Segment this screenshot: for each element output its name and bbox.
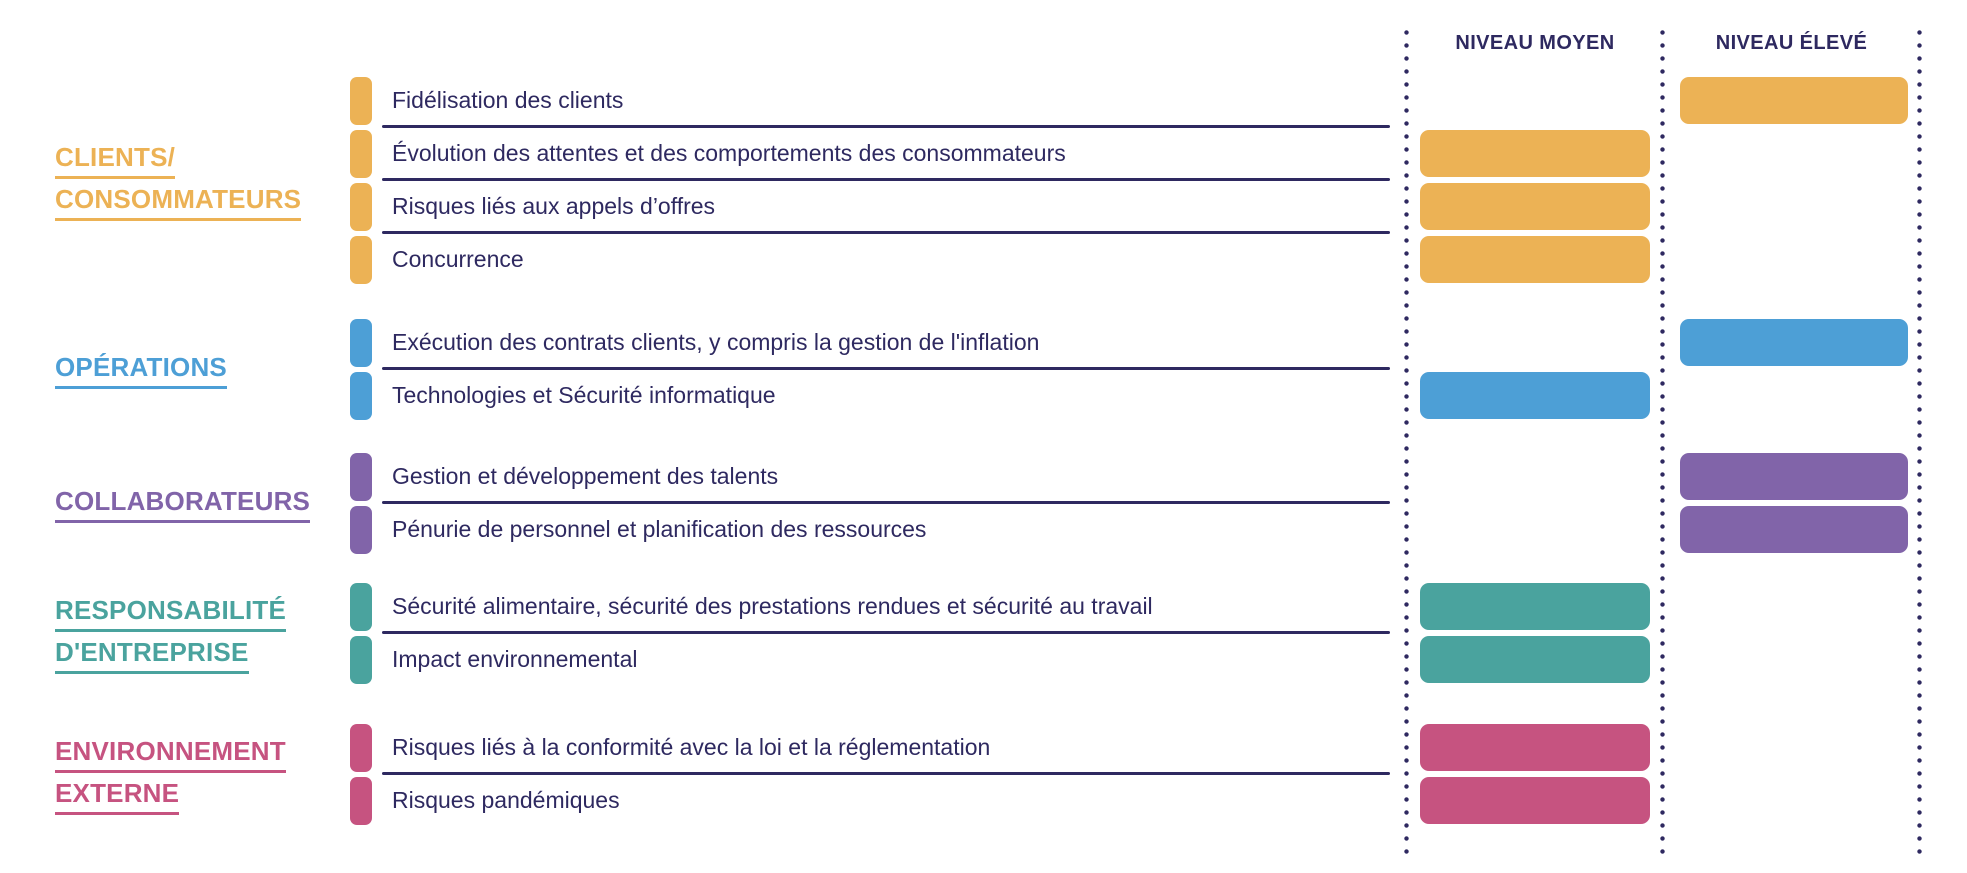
risk-label: Fidélisation des clients [392, 86, 624, 113]
category-label-line: ENVIRONNEMENT [55, 736, 286, 773]
risk-label: Concurrence [392, 245, 524, 272]
column-header-niveau-eleve: NIVEAU ÉLEVÉ [1715, 32, 1868, 54]
category-label-environnement-externe [55, 722, 355, 828]
level-bar-moyen [1420, 583, 1650, 630]
risk-row [350, 75, 1910, 128]
risk-tick [350, 372, 372, 420]
category-label-line: D'ENTREPRISE [55, 637, 249, 674]
dotted-divider-right [1917, 26, 1922, 860]
risk-tick [350, 506, 372, 554]
risk-row [350, 504, 1910, 557]
risk-row [350, 451, 1910, 504]
level-bar-moyen [1420, 372, 1650, 419]
section-operations [350, 317, 1910, 423]
risk-row [350, 317, 1910, 370]
risk-tick [350, 583, 372, 631]
category-label-line: OPÉRATIONS [55, 352, 227, 389]
risk-label: Gestion et développement des talents [392, 462, 779, 489]
risk-row [350, 722, 1910, 775]
category-label-line: RESPONSABILITÉ [55, 595, 286, 632]
risk-tick [350, 236, 372, 284]
level-bar-eleve [1680, 506, 1908, 553]
risk-tick [350, 319, 372, 367]
level-bar-moyen [1420, 636, 1650, 683]
risk-row [350, 234, 1910, 287]
risk-label: Évolution des attentes et des comportements des consommateurs [392, 139, 1066, 166]
category-label-line: CLIENTS/ [55, 142, 175, 179]
risk-tick [350, 183, 372, 231]
risk-row [350, 775, 1910, 828]
category-label-line: EXTERNE [55, 778, 179, 815]
section-environnement-externe [350, 722, 1910, 828]
risk-label: Impact environnemental [392, 645, 638, 672]
risk-row [350, 370, 1910, 423]
risk-tick [350, 77, 372, 125]
level-bar-moyen [1420, 724, 1650, 771]
column-header-niveau-moyen: NIVEAU MOYEN [1455, 32, 1615, 54]
level-bar-eleve [1680, 319, 1908, 366]
risk-label: Risques liés à la conformité avec la loi et la réglementation [392, 733, 991, 760]
risk-label: Exécution des contrats clients, y compris la gestion de l'inflation [392, 328, 1040, 355]
risk-label: Pénurie de personnel et planification des ressources [392, 515, 927, 542]
risk-tick [350, 453, 372, 501]
level-bar-moyen [1420, 183, 1650, 230]
risk-row [350, 581, 1910, 634]
category-label-line: COLLABORATEURS [55, 486, 310, 523]
category-label-responsabilite-entreprise [55, 581, 355, 687]
category-label-line: CONSOMMATEURS [55, 184, 301, 221]
category-label-clients-consommateurs [55, 75, 355, 287]
risk-row [350, 634, 1910, 687]
level-bar-eleve [1680, 77, 1908, 124]
risk-label: Technologies et Sécurité informatique [392, 381, 776, 408]
risk-label: Risques liés aux appels d’offres [392, 192, 716, 219]
section-clients-consommateurs [350, 75, 1910, 287]
category-label-collaborateurs [55, 451, 355, 557]
level-bar-moyen [1420, 777, 1650, 824]
level-bar-moyen [1420, 130, 1650, 177]
risk-tick [350, 636, 372, 684]
risk-tick [350, 130, 372, 178]
section-responsabilite-entreprise [350, 581, 1910, 687]
risk-label: Risques pandémiques [392, 786, 620, 813]
risk-row [350, 181, 1910, 234]
level-bar-moyen [1420, 236, 1650, 283]
risk-tick [350, 724, 372, 772]
risk-tick [350, 777, 372, 825]
level-bar-eleve [1680, 453, 1908, 500]
risk-label: Sécurité alimentaire, sécurité des prestations rendues et sécurité au travail [392, 592, 1153, 619]
category-label-operations [55, 317, 355, 423]
risk-row [350, 128, 1910, 181]
section-collaborateurs [350, 451, 1910, 557]
